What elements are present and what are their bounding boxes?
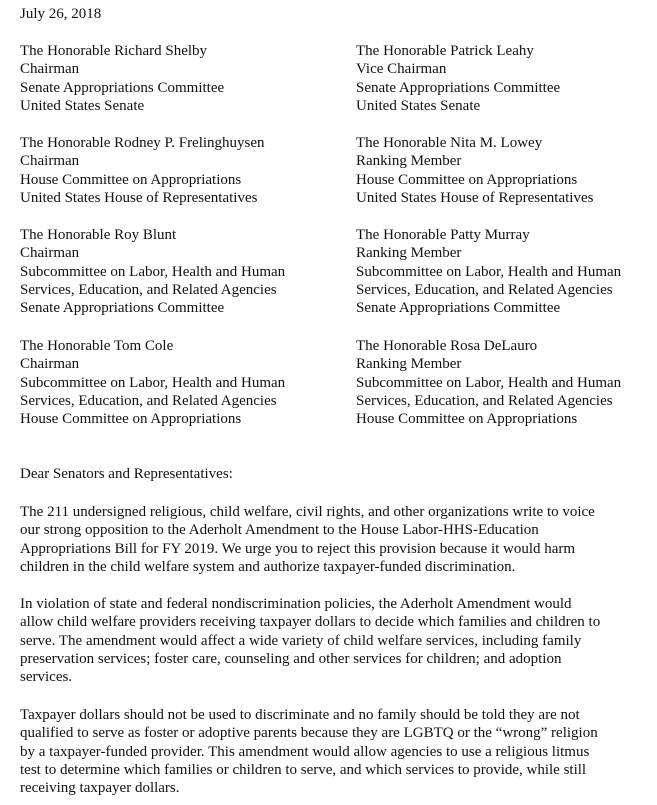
recipient-name: The Honorable Richard Shelby <box>20 43 208 59</box>
recipient-block-frelinghuysen <box>20 134 320 207</box>
paragraph-line: Taxpayer dollars should not be used to discriminate and no family should be told they are not <box>20 707 580 723</box>
recipient-title: Chairman <box>20 61 80 78</box>
recipient-title: Chairman <box>20 245 80 262</box>
recipient-committee: Senate Appropriations Committee <box>356 79 561 96</box>
recipient-committee: Subcommittee on Labor, Health and Human <box>356 263 622 280</box>
recipient-committee: Senate Appropriations Committee <box>20 79 225 96</box>
recipient-title: Ranking Member <box>356 356 462 373</box>
recipient-committee: Services, Education, and Related Agencies <box>356 281 613 298</box>
recipient-name: The Honorable Rodney P. Frelinghuysen <box>20 135 265 151</box>
recipient-title: Ranking Member <box>356 153 462 170</box>
recipient-title: Vice Chairman <box>356 61 447 78</box>
body-paragraph-1 <box>20 503 650 576</box>
paragraph-line: allow child welfare providers receiving taxpayer dollars to decide which families and children to <box>20 614 601 631</box>
recipient-block-murray <box>356 226 656 317</box>
recipient-committee: Services, Education, and Related Agencies <box>20 392 277 409</box>
recipient-committee: Subcommittee on Labor, Health and Human <box>20 374 286 391</box>
recipient-title: Ranking Member <box>356 245 462 262</box>
recipient-name: The Honorable Patty Murray <box>356 227 530 243</box>
recipient-chamber: House Committee on Appropriations <box>20 411 242 428</box>
recipient-chamber: United States House of Representatives <box>356 189 594 206</box>
recipient-chamber: United States Senate <box>356 97 481 114</box>
recipient-name: The Honorable Tom Cole <box>20 338 174 354</box>
recipient-block-blunt <box>20 226 320 317</box>
recipient-block-delauro <box>356 337 656 428</box>
recipient-committee: Subcommittee on Labor, Health and Human <box>356 374 622 391</box>
recipient-name: The Honorable Roy Blunt <box>20 227 177 243</box>
paragraph-line: In violation of state and federal nondiscrimination policies, the Aderholt Amendment would <box>20 596 572 612</box>
recipient-name: The Honorable Nita M. Lowey <box>356 135 543 151</box>
paragraph-line: our strong opposition to the Aderholt Amendment to the House Labor-HHS-Education <box>20 522 539 539</box>
recipient-chamber: Senate Appropriations Committee <box>20 300 225 317</box>
paragraph-line: receiving taxpayer dollars. <box>20 780 180 797</box>
recipient-name: The Honorable Rosa DeLauro <box>356 338 538 354</box>
recipient-block-lowey <box>356 134 656 207</box>
paragraph-line: test to determine which families or children to serve, and which services to provide, while still <box>20 761 587 778</box>
paragraph-line: serve. The amendment would affect a wide variety of child welfare services, including family <box>20 632 582 649</box>
paragraph-line: qualified to serve as foster or adoptive parents because they are LGBTQ or the “wrong” religion <box>20 725 598 742</box>
paragraph-line: preservation services; foster care, counseling and other services for children; and adoption <box>20 650 562 667</box>
paragraph-line: children in the child welfare system and authorize taxpayer-funded discrimination. <box>20 558 516 575</box>
body-paragraph-3 <box>20 706 650 797</box>
recipient-committee: House Committee on Appropriations <box>20 171 242 188</box>
recipient-title: Chairman <box>20 153 80 170</box>
recipient-committee: Services, Education, and Related Agencies <box>20 281 277 298</box>
paragraph-line: The 211 undersigned religious, child welfare, civil rights, and other organizations write to voice <box>20 504 595 520</box>
paragraph-line: Appropriations Bill for FY 2019. We urge you to reject this provision because it would harm <box>20 540 576 557</box>
recipient-chamber: Senate Appropriations Committee <box>356 300 561 317</box>
paragraph-line: by a taxpayer-funded provider. This amendment would allow agencies to use a religious litmus <box>20 743 590 760</box>
recipient-chamber: United States House of Representatives <box>20 189 258 206</box>
recipient-committee: Subcommittee on Labor, Health and Human <box>20 263 286 280</box>
recipient-title: Chairman <box>20 356 80 373</box>
recipient-committee: House Committee on Appropriations <box>356 171 578 188</box>
body-paragraph-2 <box>20 595 650 686</box>
recipient-committee: Services, Education, and Related Agencies <box>356 392 613 409</box>
recipient-chamber: House Committee on Appropriations <box>356 411 578 428</box>
recipient-block-leahy <box>356 42 656 115</box>
paragraph-line: services. <box>20 669 73 686</box>
salutation: Dear Senators and Representatives: <box>20 466 233 482</box>
letter-date: July 26, 2018 <box>20 6 102 22</box>
recipient-chamber: United States Senate <box>20 97 145 114</box>
recipient-block-shelby <box>20 42 320 115</box>
recipient-name: The Honorable Patrick Leahy <box>356 43 534 59</box>
recipient-block-cole <box>20 337 320 428</box>
